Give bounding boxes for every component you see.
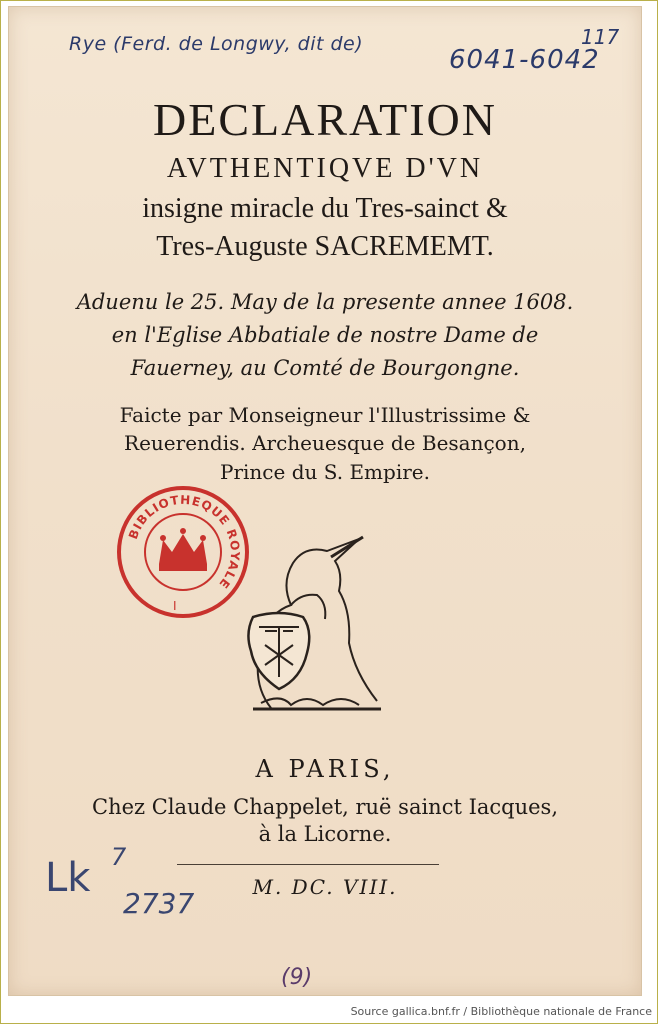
handwritten-call-number-value: 2737	[123, 887, 195, 920]
handwritten-folio: 117	[581, 25, 620, 49]
subtitle-line-2: en l'Eglise Abbatiale de nostre Dame de	[111, 323, 539, 347]
crown-icon	[159, 528, 207, 571]
unicorn-printer-mark-icon	[231, 533, 389, 713]
title-line-3: insigne miracle du Tres-sainct &	[142, 193, 508, 224]
author-line-3: Prince du S. Empire.	[220, 460, 430, 484]
imprint-city: A PARIS,	[255, 755, 395, 783]
imprint-date: M. DC. VIII.	[252, 875, 398, 899]
imprint-rule	[177, 864, 439, 865]
handwritten-call-number-sup: 7	[111, 843, 127, 871]
title-line-4: Tres-Auguste SACREMEMT.	[156, 231, 494, 262]
source-credit: Source gallica.bnf.fr / Bibliothèque nationale de France	[350, 1005, 652, 1018]
handwritten-shelf-number: 6041-6042	[449, 45, 600, 75]
subtitle-line-3: Fauerney, au Comté de Bourgongne.	[130, 356, 520, 380]
stamp-text: BIBLIOTHEQUE ROYALE	[125, 492, 243, 592]
imprint-printer: Chez Claude Chappelet, ruë sainct Iacques,	[92, 795, 558, 819]
title-line-2: AVTHENTIQVE D'VN	[166, 153, 484, 184]
subtitle-line-1: Aduenu le 25. May de la presente annee 1608.	[76, 290, 574, 314]
title-line-1: DECLARATION	[153, 94, 497, 145]
handwritten-call-number: Lk	[45, 855, 91, 901]
svg-text:I: I	[173, 599, 177, 613]
document-page	[8, 6, 642, 996]
handwritten-page-number: (9)	[281, 965, 313, 990]
author-line-1: Faicte par Monseigneur l'Illustrissime &	[119, 403, 531, 427]
handwritten-shelf-note: Rye (Ferd. de Longwy, dit de)	[69, 33, 364, 55]
imprint-sign: à la Licorne.	[258, 822, 392, 846]
author-line-2: Reuerendis. Archeuesque de Besançon,	[124, 431, 526, 455]
